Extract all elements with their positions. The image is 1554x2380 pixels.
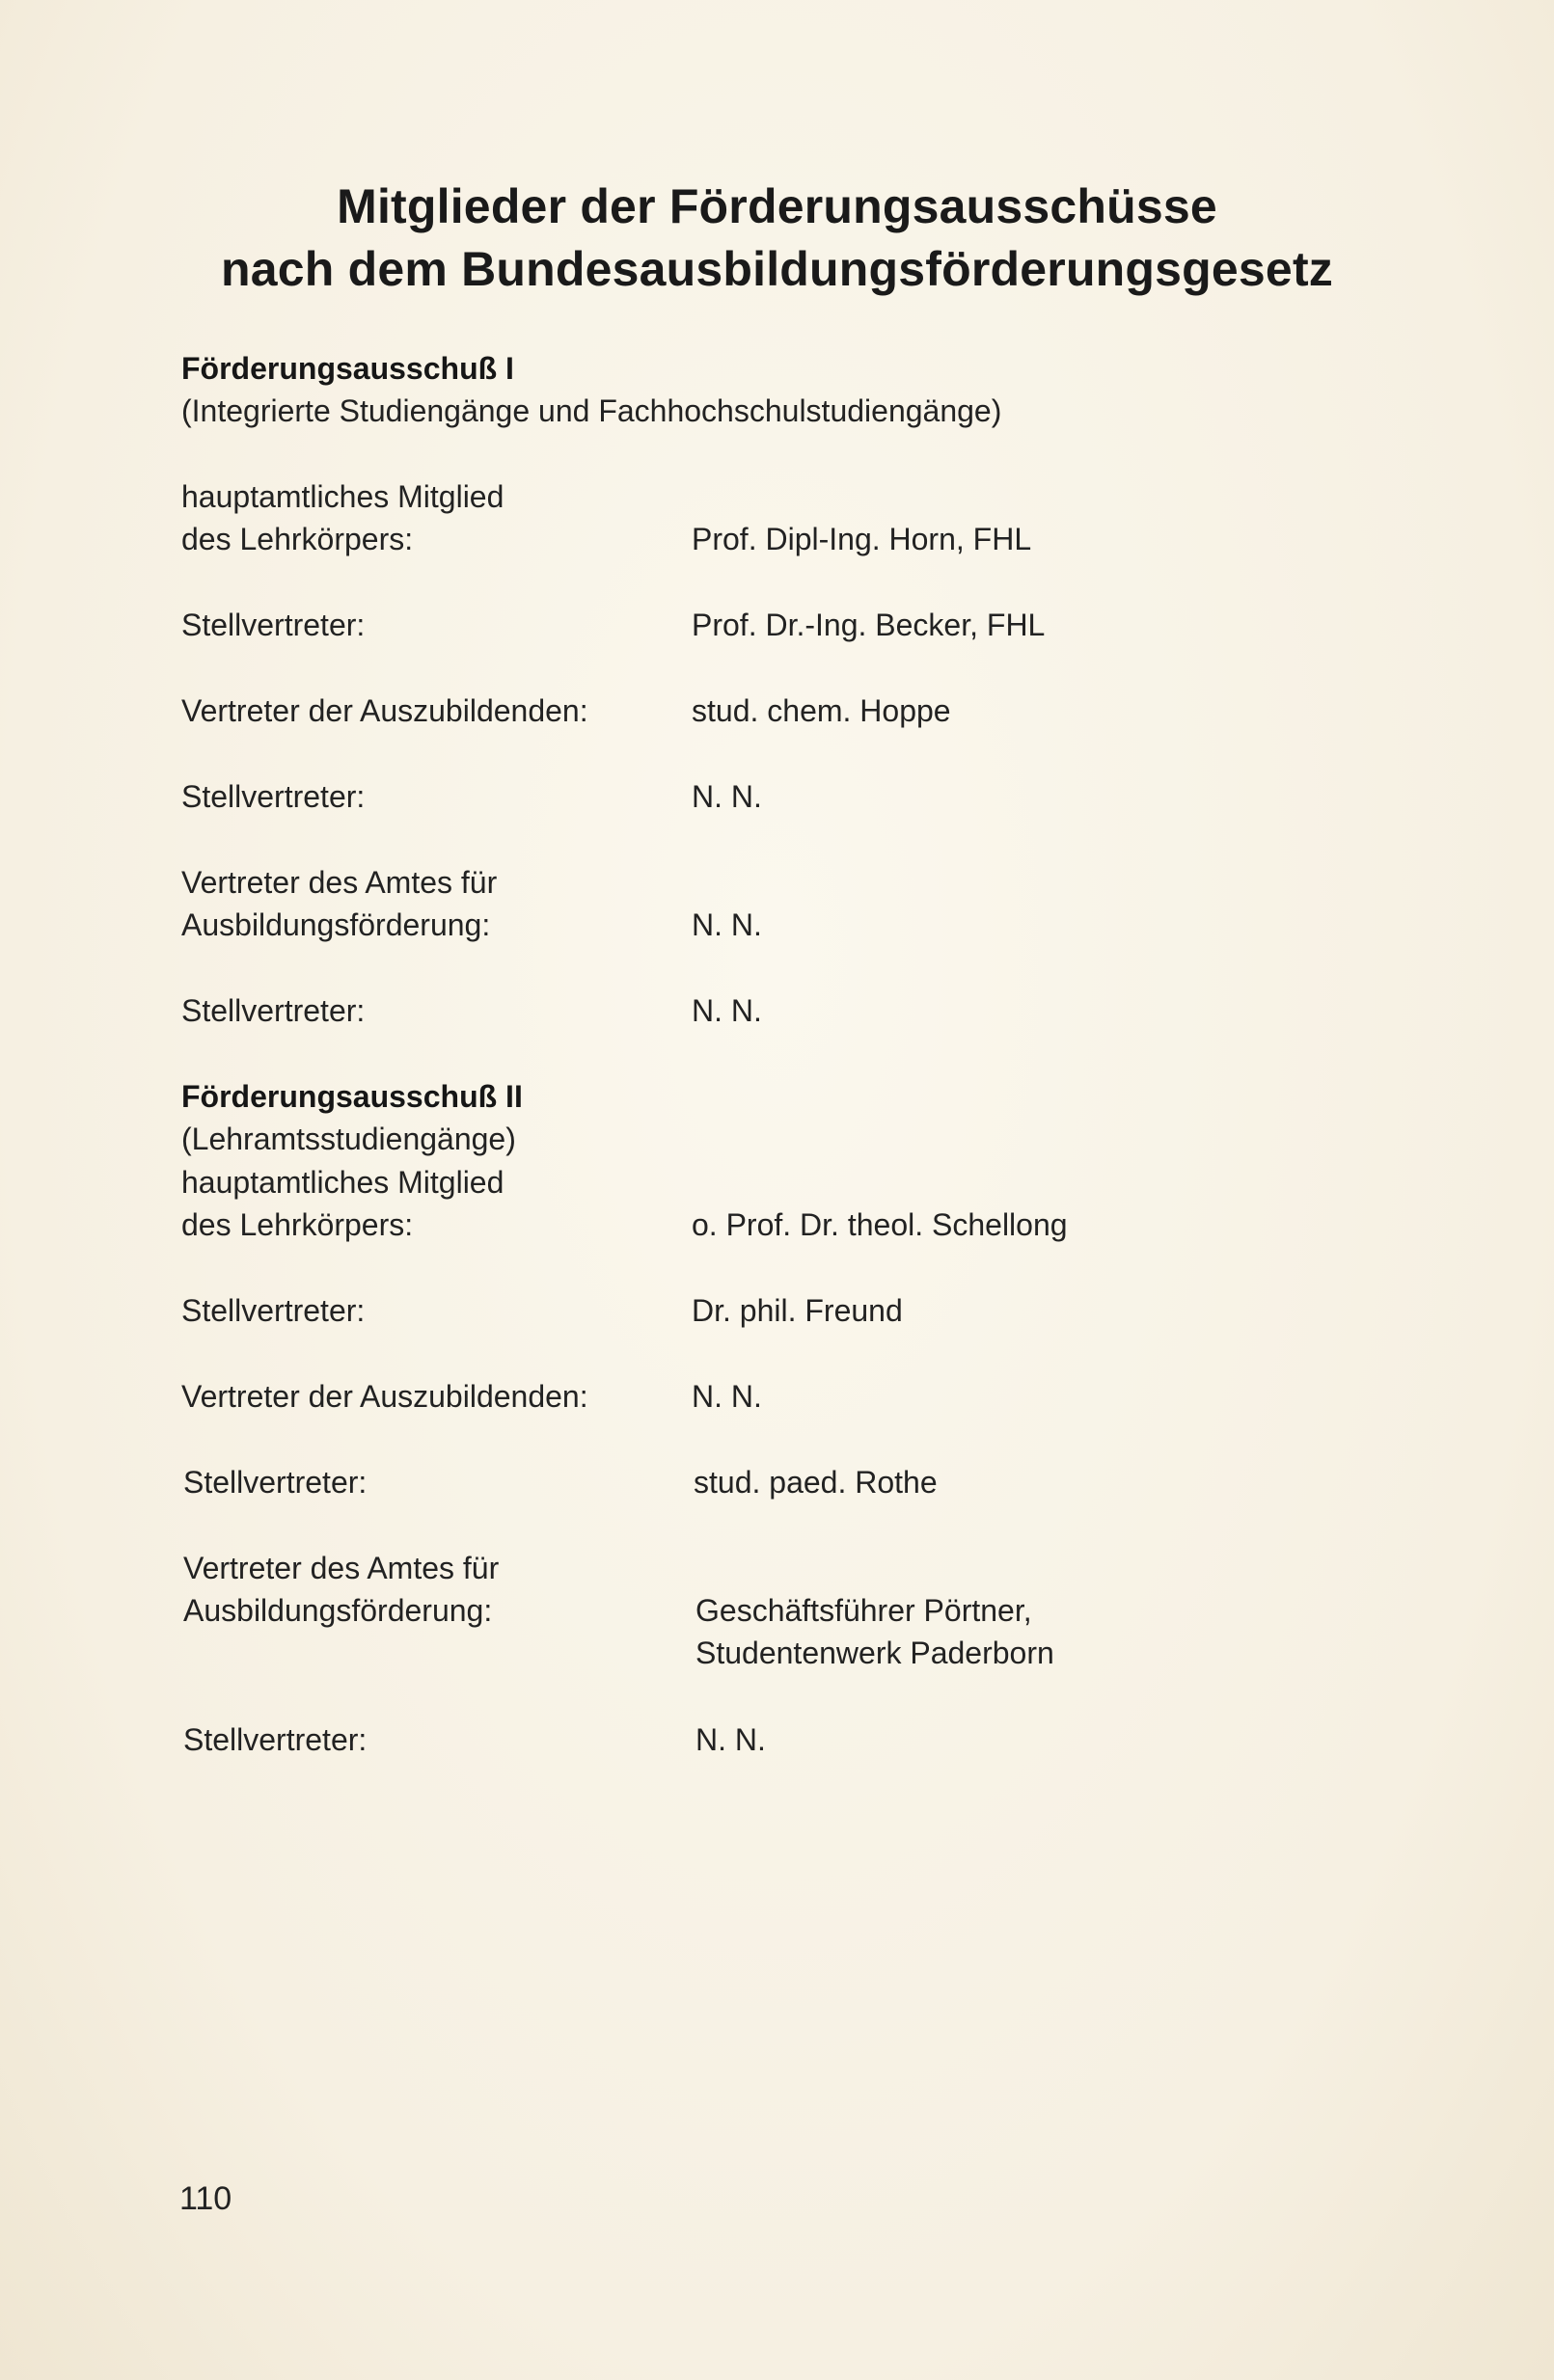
section2-row2-value: Dr. phil. Freund — [692, 1293, 903, 1328]
section1-row1-label-line2: des Lehrkörpers: — [181, 522, 414, 556]
section1-row5-label-line2: Ausbildungsförderung: — [181, 907, 491, 942]
section1-row5-value: N. N. — [692, 907, 762, 942]
section2-row6-value: N. N. — [695, 1722, 766, 1757]
section1-row1-label-line1: hauptamtliches Mitglied — [181, 479, 504, 514]
section1-row3-label: Vertreter der Auszubildenden: — [181, 693, 588, 728]
section2-subheading: (Lehramtsstudiengänge) — [181, 1122, 516, 1156]
section2-row4-label: Stellvertreter: — [183, 1465, 368, 1500]
section1-row6-value: N. N. — [692, 993, 762, 1028]
section1-row3-value: stud. chem. Hoppe — [692, 693, 951, 728]
title-line-2: nach dem Bundesausbildungsförderungsgesetz — [220, 242, 1333, 296]
section1-heading: Förderungsausschuß I — [181, 351, 514, 386]
section2-row1-label-line1: hauptamtliches Mitglied — [181, 1165, 504, 1200]
section2-row2-label: Stellvertreter: — [181, 1293, 366, 1328]
section2-row5-label-line1: Vertreter des Amtes für — [183, 1551, 500, 1585]
section2-row1-label-line2: des Lehrkörpers: — [181, 1207, 414, 1242]
section2-row1-value: o. Prof. Dr. theol. Schellong — [692, 1207, 1068, 1242]
section2-row5-value-line1: Geschäftsführer Pörtner, — [695, 1593, 1032, 1628]
title-line-1: Mitglieder der Förderungsausschüsse — [337, 179, 1217, 233]
section1-row6-label: Stellvertreter: — [181, 993, 366, 1028]
section2-row5-value-line2: Studentenwerk Paderborn — [695, 1636, 1054, 1670]
section2-row3-value: N. N. — [692, 1379, 762, 1414]
section2-row3-label: Vertreter der Auszubildenden: — [181, 1379, 588, 1414]
section2-row4-value: stud. paed. Rothe — [694, 1465, 938, 1500]
section1-subheading: (Integrierte Studiengänge und Fachhochschulstudiengänge) — [181, 393, 1002, 428]
page-number: 110 — [179, 2180, 232, 2217]
section1-row4-value: N. N. — [692, 779, 762, 814]
section1-row4-label: Stellvertreter: — [181, 779, 366, 814]
section2-heading: Förderungsausschuß II — [181, 1079, 523, 1114]
section2-row6-label: Stellvertreter: — [183, 1722, 368, 1757]
section1-row2-label: Stellvertreter: — [181, 608, 366, 642]
section1-row1-value: Prof. Dipl-Ing. Horn, FHL — [692, 522, 1032, 556]
section1-row2-value: Prof. Dr.-Ing. Becker, FHL — [692, 608, 1046, 642]
section2-row5-label-line2: Ausbildungsförderung: — [183, 1593, 493, 1628]
page-title — [0, 176, 1554, 301]
section1-row5-label-line1: Vertreter des Amtes für — [181, 865, 498, 900]
